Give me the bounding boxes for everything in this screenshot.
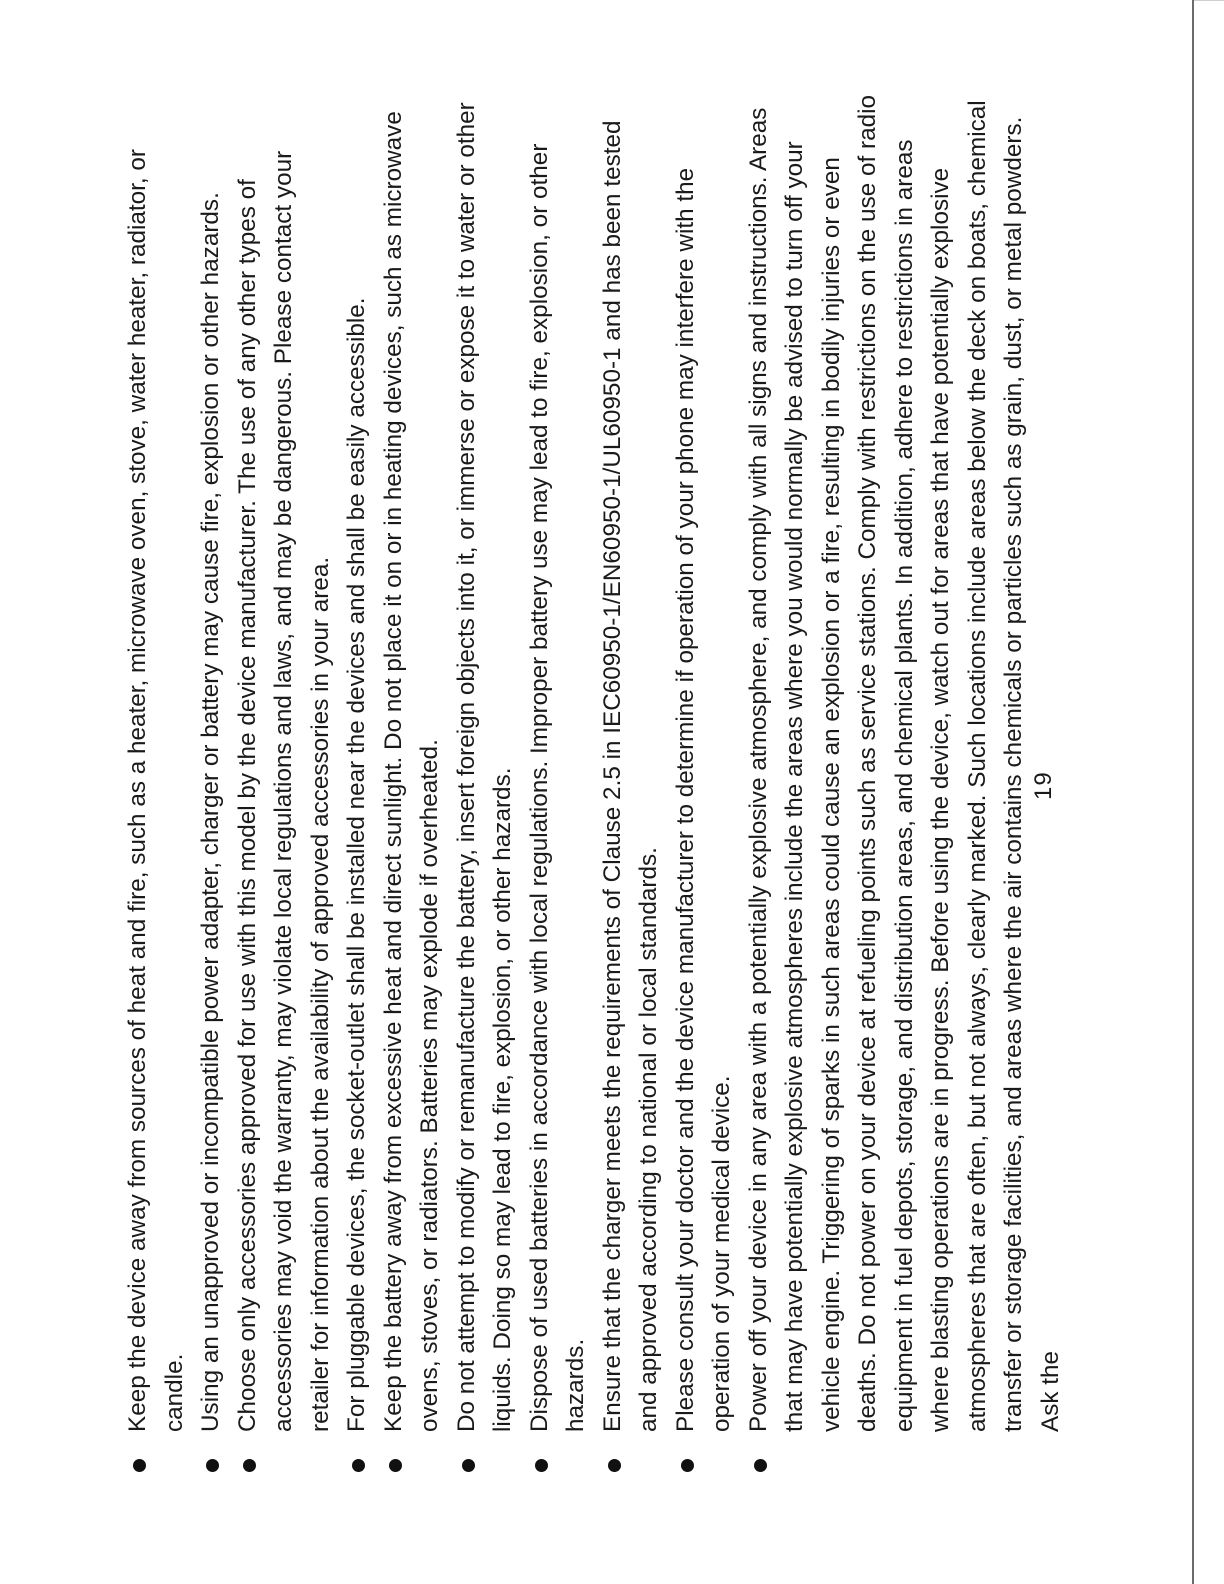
safety-bullet-list — [120, 90, 1069, 1480]
list-item-text: Using an unapproved or incompatible power adapter, charger or battery may cause fire, explosion or other hazards. — [197, 192, 224, 1432]
list-item-text: Choose only accessories approved for use with this model by the device manufacturer. The use of any other types of accessories may void the warranty, may violate local regulations and laws, and may be dangerous. Please contact your retailer for information about the availability of approved accessories in your area. — [233, 150, 334, 1432]
list-item — [230, 90, 340, 1480]
bullet-icon — [681, 1459, 694, 1472]
list-item — [339, 90, 376, 1480]
list-item — [668, 90, 741, 1480]
list-item-text: Please consult your doctor and the device manufacturer to determine if operation of your phone may interfere with the operation of your medical device. — [671, 167, 735, 1432]
bullet-icon — [462, 1459, 475, 1472]
list-item — [595, 90, 668, 1480]
list-item — [120, 90, 193, 1480]
list-item — [193, 90, 230, 1480]
list-item-text: Do not attempt to modify or remanufacture the battery, insert foreign objects into it, or immerse or expose it to water or other liquids. Doing so may lead to fire, explosion, or other hazards. — [452, 102, 516, 1432]
page-number: 19 — [1030, 771, 1057, 800]
rotated-page — [120, 80, 1120, 1480]
list-item — [376, 90, 449, 1480]
bullet-icon — [206, 1459, 219, 1472]
bullet-icon — [754, 1459, 767, 1472]
list-item-text: Ensure that the charger meets the requirements of Clause 2.5 in IEC60950-1/EN60950-1/UL60950-1 and has been tested and approved according to national or local standards. — [598, 120, 662, 1432]
list-item — [741, 90, 1070, 1480]
list-item — [522, 90, 595, 1480]
bullet-icon — [608, 1459, 621, 1472]
list-item-text: Power off your device in any area with a potentially explosive atmosphere, and comply with all signs and instructions. Areas that may have potentially explosive atmospheres include the areas where you would normally be advised to turn off your vehicle engine. Triggering of sparks in such areas could cause an explosion or a fire, resulting in bodily injuries or even deaths. Do not power on your device at refueling points such as service stations. Comply with restrictions on the use of radio equipment in fuel depots, storage, and distribution areas, and chemical plants. In addition, adhere to restrictions in areas where blasting operations are in progress. Before using the device, watch out for areas that have potentially explosive atmospheres that are often, but not always, clearly marked. Such locations include areas below the deck on boats, chemical transfer or storage facilities, and areas where the air contains chemicals or particles such as grain, dust, or metal powders. Ask the — [744, 94, 1064, 1432]
list-item-text: For pluggable devices, the socket-outlet shall be installed near the devices and shall be easily accessible. — [343, 297, 370, 1432]
bullet-icon — [133, 1459, 146, 1472]
list-item-text: Keep the device away from sources of heat and fire, such as a heater, microwave oven, stove, water heater, radiator, or candle. — [124, 148, 188, 1432]
scan-edge-top — [1194, 0, 1224, 1]
bullet-icon — [535, 1459, 548, 1472]
bullet-icon — [352, 1459, 365, 1472]
scan-edge — [1192, 0, 1194, 1584]
bullet-icon — [389, 1459, 402, 1472]
list-item-text: Keep the battery away from excessive heat and direct sunlight. Do not place it on or in heating devices, such as microwave ovens, stoves, or radiators. Batteries may explode if overheated. — [379, 111, 443, 1432]
bullet-icon — [243, 1459, 256, 1472]
list-item — [449, 90, 522, 1480]
list-item-text: Dispose of used batteries in accordance with local regulations. Improper battery use may lead to fire, explosion, or other hazards. — [525, 143, 589, 1432]
